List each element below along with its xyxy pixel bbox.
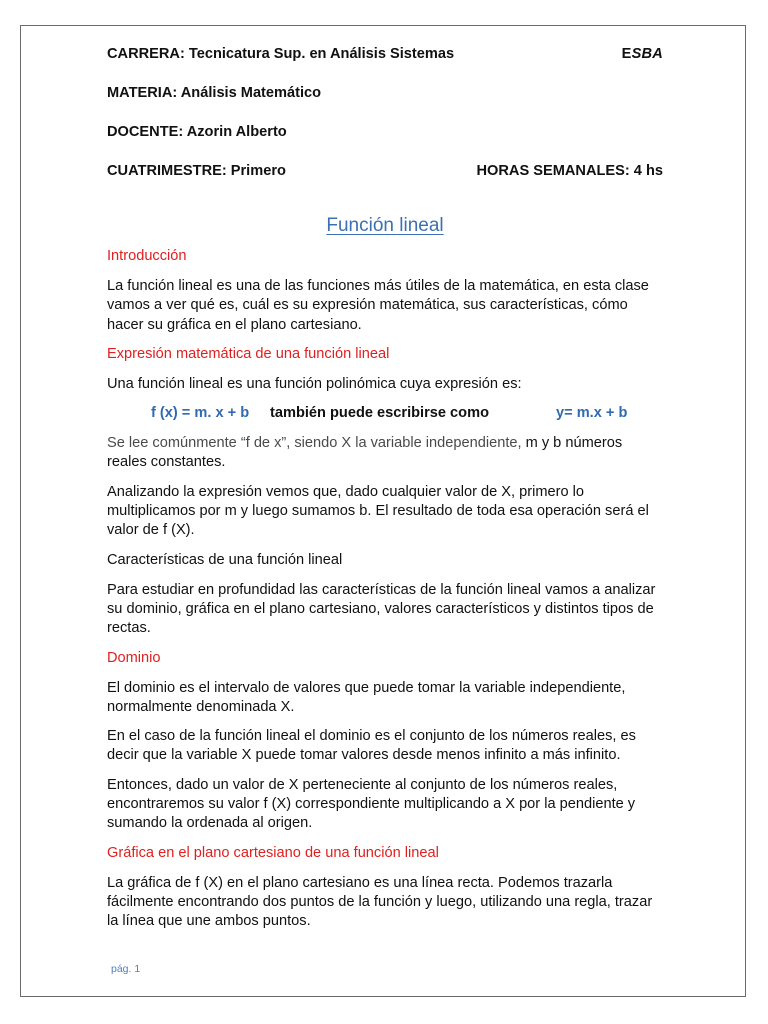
graph-heading: Gráfica en el plano cartesiano de una función lineal — [107, 844, 439, 861]
header-row-materia — [107, 84, 663, 103]
document-page — [20, 25, 746, 997]
reading-paragraph — [107, 434, 663, 473]
domain-heading: Dominio — [107, 649, 161, 666]
formula-row — [107, 404, 663, 423]
header-row-docente — [107, 123, 663, 142]
carrera-label: CARRERA: Tecnicatura Sup. en Análisis Sistemas — [107, 46, 455, 62]
analysis-paragraph: Analizando la expresión vemos que, dado cualquier valor de X, primero lo multiplicamos por m y luego sumamos b. El resultado de toda esa operación será el valor de f (X). — [107, 483, 649, 539]
document-title: Función lineal — [326, 215, 444, 236]
characteristics-paragraph: Para estudiar en profundidad las características de la función lineal vamos a analizar su dominio, gráfica en el plano cartesiano, valores característicos y distintos tipos de rectas. — [107, 581, 656, 637]
formula-function-notation: f (x) = m. x + b — [151, 405, 250, 422]
docente-label: DOCENTE: Azorin Alberto — [107, 124, 287, 140]
formula-connector-text: también puede escribirse como — [270, 405, 489, 422]
domain-paragraph-2: En el caso de la función lineal el dominio es el conjunto de los números reales, es decir que la variable X puede tomar valores desde menos infinito a más infinito. — [107, 728, 636, 764]
graph-paragraph: La gráfica de f (X) en el plano cartesiano es una línea recta. Podemos trazarla fácilmente encontrando dos puntos de la función y luego, utilizando una regla, trazar la línea que une ambos puntos. — [107, 874, 653, 930]
header-row-cuatrimestre — [107, 162, 663, 181]
formula-y-notation: y= m.x + b — [556, 405, 628, 422]
materia-label: MATERIA: Análisis Matemático — [107, 85, 322, 101]
page-number: pág. 1 — [111, 963, 141, 975]
expression-heading: Expresión matemática de una función lineal — [107, 345, 390, 362]
institution-name — [622, 45, 663, 64]
characteristics-heading: Características de una función lineal — [107, 551, 343, 568]
institution-prefix: E — [621, 46, 632, 62]
horas-label: HORAS SEMANALES: 4 hs — [476, 163, 663, 179]
intro-heading: Introducción — [107, 248, 187, 264]
expression-paragraph: Una función lineal es una función polinómica cuya expresión es: — [107, 375, 522, 392]
header-row-carrera — [107, 45, 663, 64]
domain-paragraph-1: El dominio es el intervalo de valores que puede tomar la variable independiente, normalmente denominada X. — [107, 679, 626, 715]
intro-paragraph: La función lineal es una de las funciones más útiles de la matemática, en esta clase vamos a ver qué es, cuál es su expresión matemática, sus características, cómo hacer su gráfica en el plano cartesiano. — [107, 278, 649, 333]
cuatrimestre-label: CUATRIMESTRE: Primero — [107, 163, 286, 179]
document-content — [107, 45, 663, 942]
domain-paragraph-3: Entonces, dado un valor de X perteneciente al conjunto de los números reales, encontraremos su valor f (X) correspondiente multiplicando a X por la pendiente y sumando la ordenada al origen. — [107, 776, 636, 832]
institution-suffix: SBA — [631, 46, 663, 62]
reading-light-text: Se lee comúnmente “f de x”, siendo X la variable independiente, — [107, 435, 522, 452]
reading-rest-text: m y b números reales constantes. — [107, 435, 623, 471]
